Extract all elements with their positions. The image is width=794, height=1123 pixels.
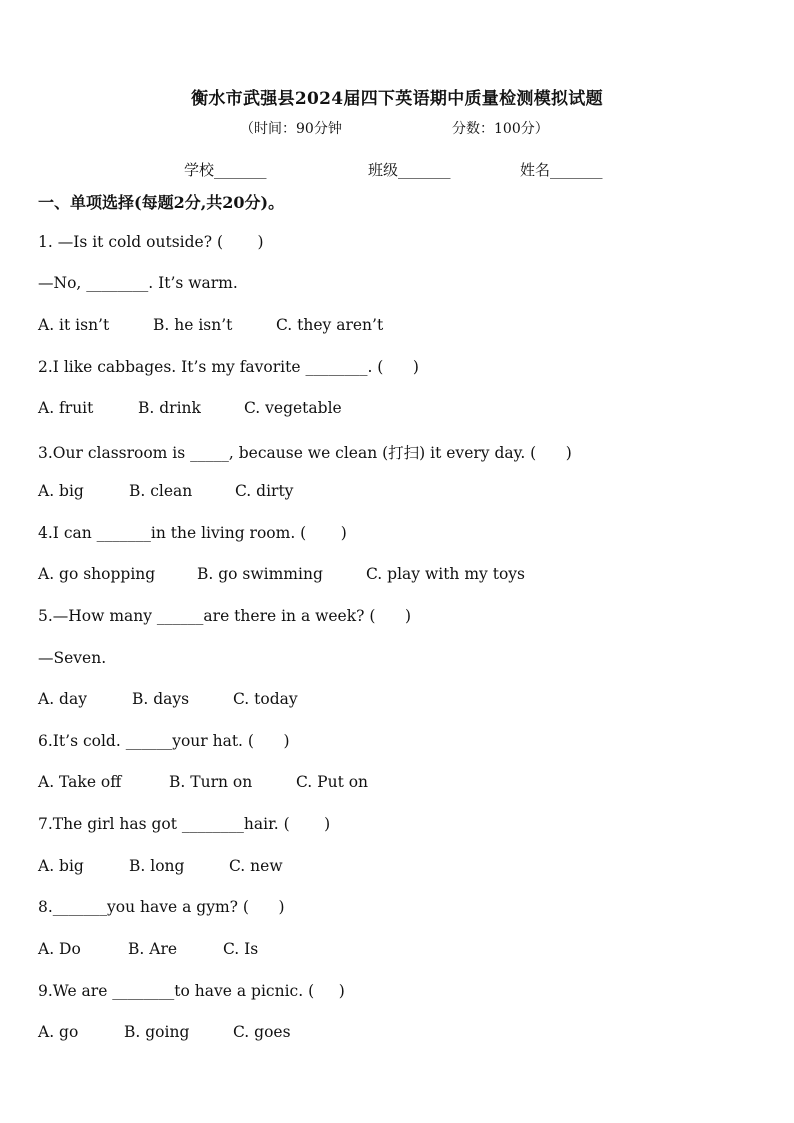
- option-a: A. Do: [38, 940, 81, 958]
- school-field: 学校_______: [184, 161, 267, 179]
- question-extra: —No, ________. It’s warm.: [38, 274, 238, 292]
- option-a: A. day: [38, 690, 87, 708]
- question-stem: 5.—How many ______are there in a week? ( ): [38, 607, 412, 625]
- option-c: C. play with my toys: [366, 565, 525, 583]
- option-c: C. today: [233, 690, 298, 708]
- option-b: B. he isn’t: [153, 316, 233, 334]
- question-stem: 9.We are ________to have a picnic. ( ): [38, 982, 345, 1000]
- question-stem: 6.It’s cold. ______your hat. ( ): [38, 732, 290, 750]
- question-extra: —Seven.: [38, 649, 107, 667]
- exam-time: （时间：90分钟: [240, 121, 342, 137]
- option-c: C. new: [229, 857, 283, 875]
- option-a: A. big: [38, 857, 84, 875]
- question-stem: 2.I like cabbages. It’s my favorite ________. ( ): [38, 358, 419, 376]
- question-stem: 3.Our classroom is _____, because we clean (打扫) it every day. ( ): [38, 444, 572, 462]
- option-a: A. go: [38, 1023, 79, 1041]
- section-title: 一、单项选择(每题2分,共20分)。: [38, 193, 285, 212]
- question-stem: 4.I can _______in the living room. ( ): [38, 524, 347, 542]
- question-stem: 8._______you have a gym? ( ): [38, 898, 285, 916]
- question-stem: 7.The girl has got ________hair. ( ): [38, 815, 331, 833]
- option-b: B. go swimming: [197, 565, 323, 583]
- name-field: 姓名_______: [520, 161, 603, 179]
- class-field: 班级_______: [368, 161, 451, 179]
- option-a: A. it isn’t: [38, 316, 110, 334]
- option-b: B. Turn on: [169, 773, 253, 791]
- option-c: C. Is: [223, 940, 259, 958]
- option-b: B. Are: [128, 940, 178, 958]
- exam-score: 分数：100分）: [452, 121, 549, 137]
- option-b: B. days: [132, 690, 190, 708]
- option-b: B. long: [129, 857, 185, 875]
- option-c: C. goes: [233, 1023, 291, 1041]
- option-a: A. fruit: [38, 399, 94, 417]
- option-b: B. going: [124, 1023, 190, 1041]
- option-a: A. Take off: [38, 773, 122, 791]
- option-b: B. drink: [138, 399, 201, 417]
- option-b: B. clean: [129, 482, 193, 500]
- option-c: C. they aren’t: [276, 316, 384, 334]
- question-stem: 1. —Is it cold outside? ( ): [38, 233, 264, 251]
- option-a: A. go shopping: [38, 565, 156, 583]
- option-a: A. big: [38, 482, 84, 500]
- option-c: C. dirty: [235, 482, 294, 500]
- option-c: C. Put on: [296, 773, 369, 791]
- option-c: C. vegetable: [244, 399, 342, 417]
- exam-title: 衡水市武强县2024届四下英语期中质量检测模拟试题: [191, 89, 603, 109]
